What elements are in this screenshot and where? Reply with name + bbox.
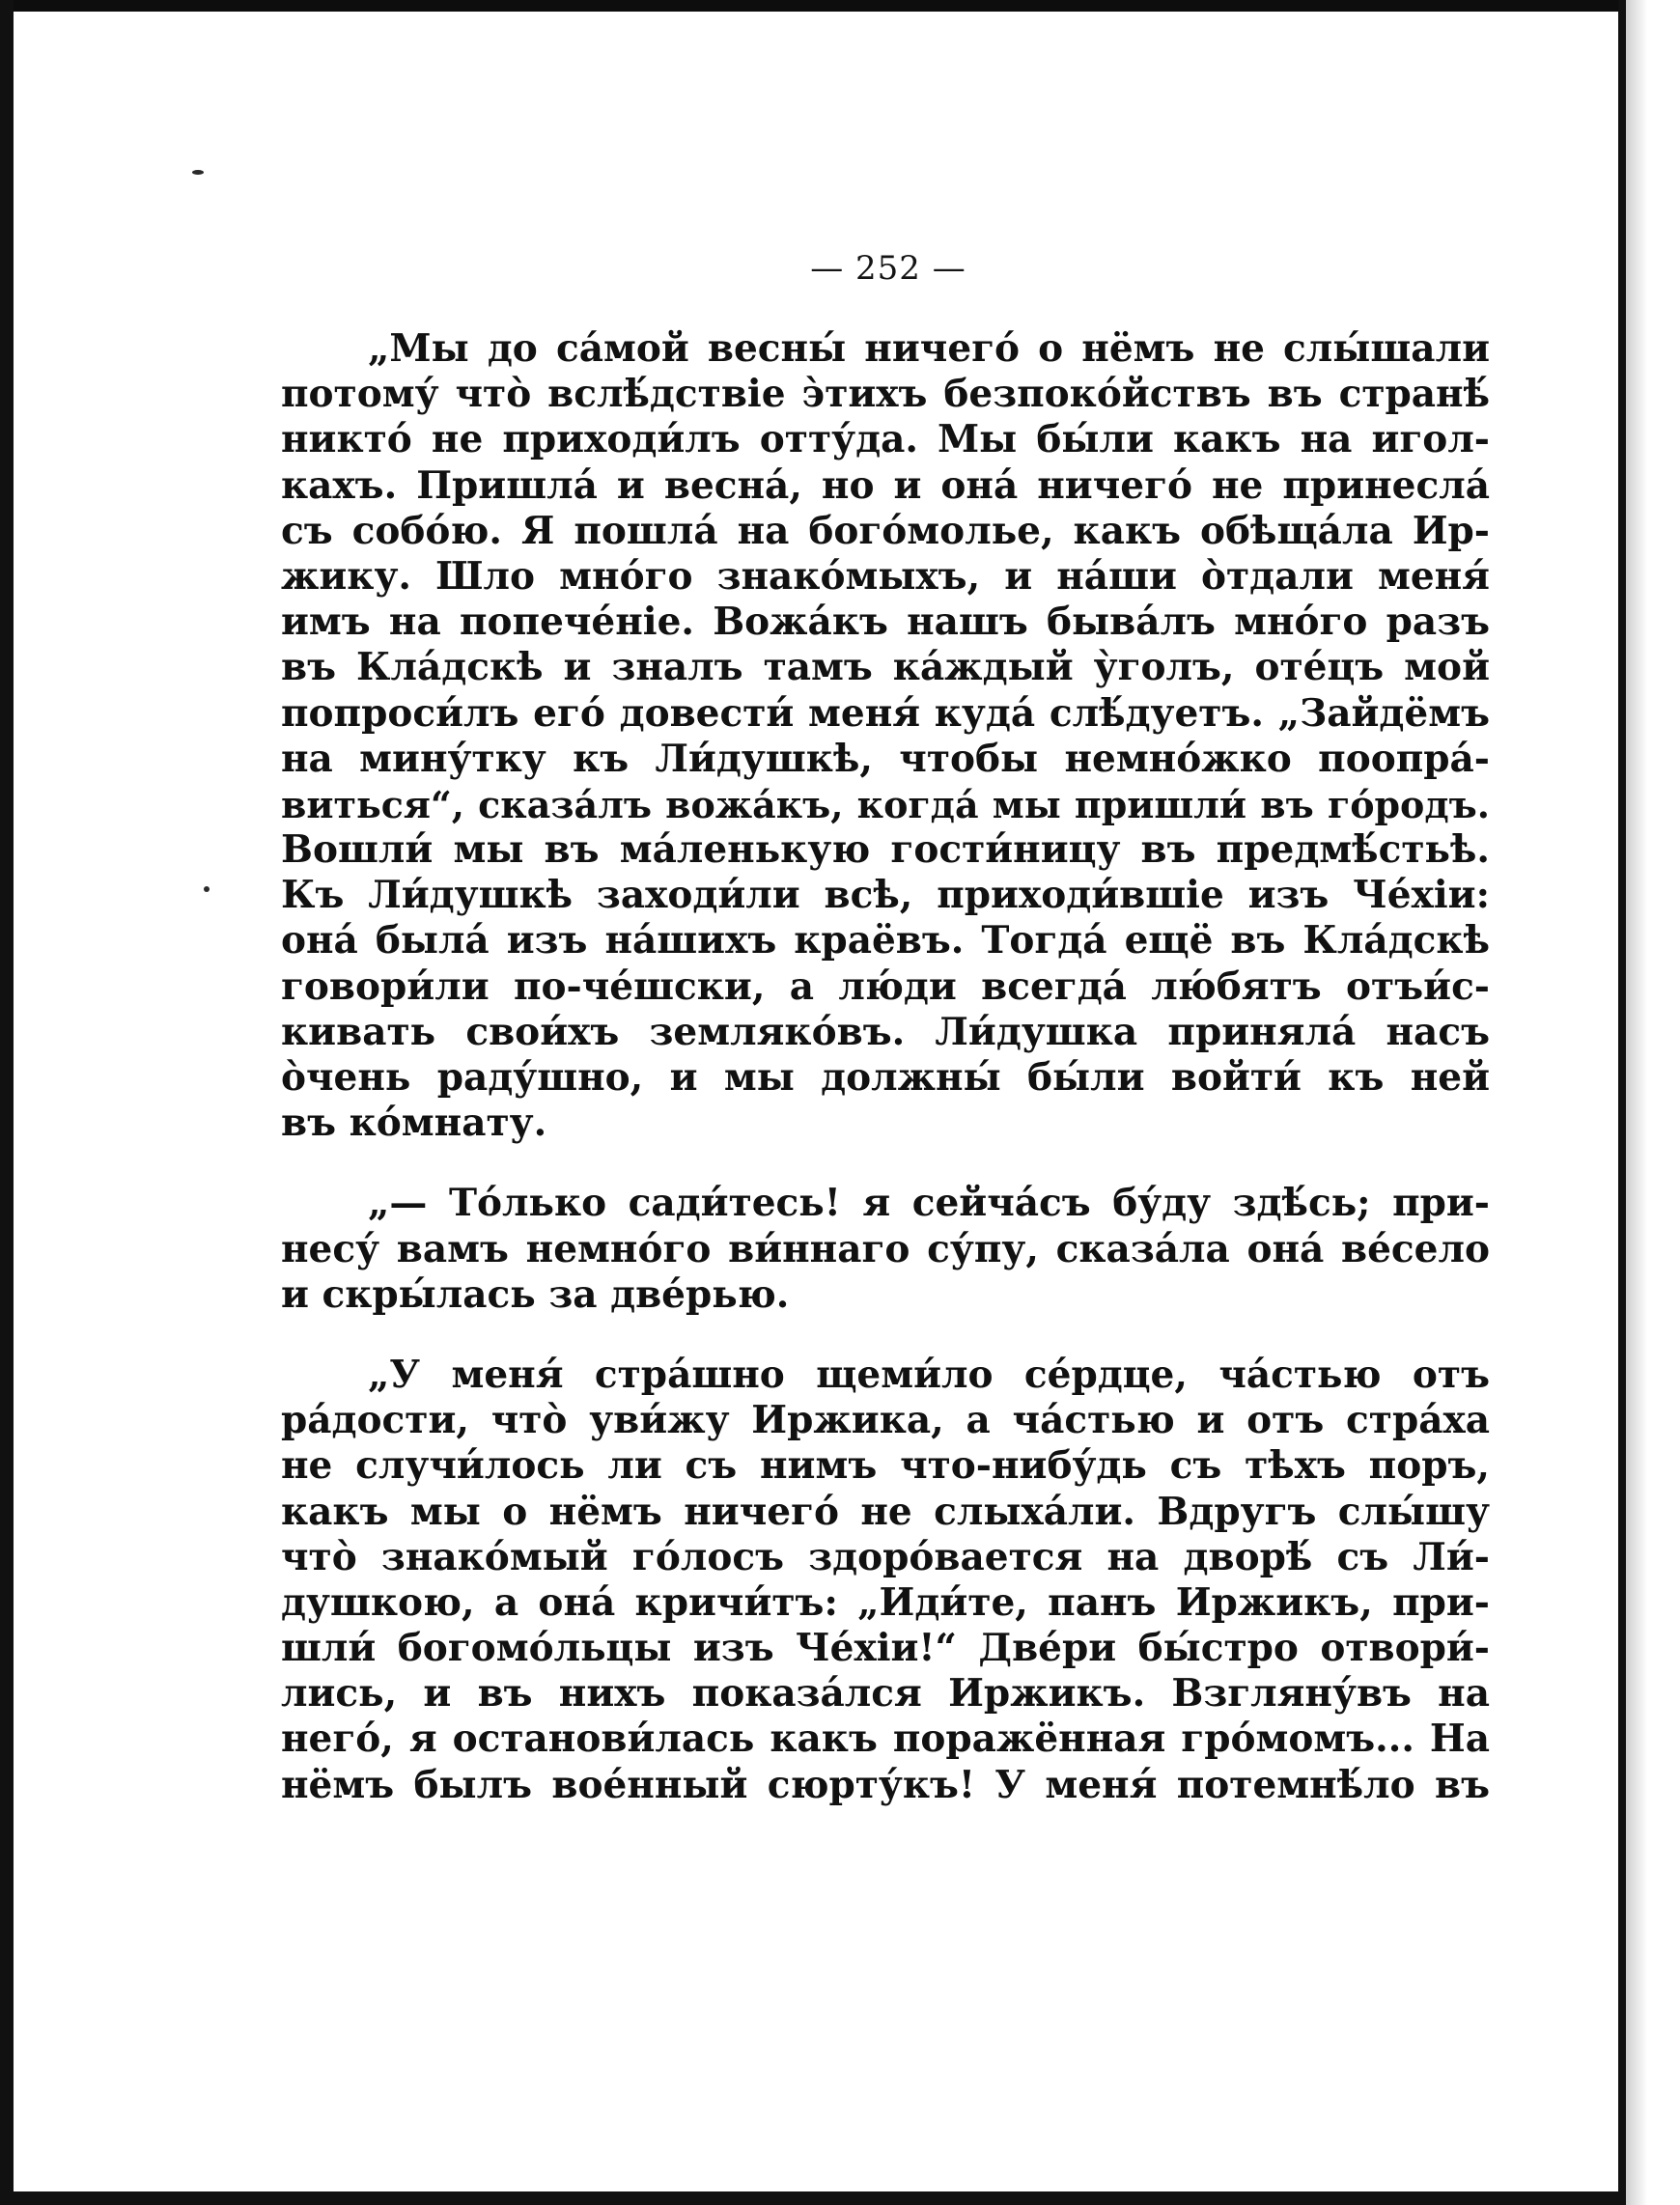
text-line: виться“, сказа́лъ вожа́къ, когда́ мы пришли́ въ го́родъ. xyxy=(281,782,1490,826)
text-line: кивать свои́хъ земляко́въ. Ли́душка приняла́ насъ xyxy=(281,1009,1490,1054)
text-line: о̀чень раду́шно, и мы должны́ бы́ли войти́ къ ней xyxy=(281,1055,1490,1100)
text-line: какъ мы о нёмъ ничего́ не слыха́ли. Вдругъ слы́шу xyxy=(281,1489,1490,1534)
text-line: въ ко́мнату. xyxy=(281,1101,547,1146)
text-line: нёмъ былъ вое́нный сюрту́къ! У меня́ потемнѣ́ло въ xyxy=(281,1762,1490,1807)
text-line: него́, я останови́лась какъ поражённая гро́момъ... На xyxy=(281,1717,1490,1762)
text-line: „У меня́ стра́шно щеми́ло се́рдце, ча́стью отъ xyxy=(368,1352,1490,1397)
text-line: на мину́тку къ Ли́душкѣ, чтобы немно́жко поопра́- xyxy=(281,736,1490,781)
scan-border-bottom xyxy=(0,2191,1680,2205)
page-gutter-shadow xyxy=(1626,0,1680,2205)
scan-border-top xyxy=(0,0,1680,12)
text-line: имъ на попече́ніе. Вожа́къ нашъ быва́лъ мно́го разъ xyxy=(281,600,1490,645)
text-line: жику. Шло мно́го знако́мыхъ, и на́ши о̀тдали меня́ xyxy=(281,553,1490,599)
page-number: — 252 — xyxy=(810,249,966,288)
text-line: потому́ что̀ вслѣ́дствіе э̀тихъ безпоко́йствъ въ странѣ́ xyxy=(281,372,1490,417)
text-line: Къ Ли́душкѣ заходи́ли всѣ, приходи́вшіе изъ Че́хіи: xyxy=(281,873,1490,918)
text-line: она́ была́ изъ на́шихъ краёвъ. Тогда́ ещё въ Кла́дскѣ xyxy=(281,918,1490,963)
text-line: не случи́лось ли съ нимъ что-нибу́дь съ тѣхъ поръ, xyxy=(281,1443,1490,1489)
paragraph-3 xyxy=(281,1353,1490,1808)
paragraph-spacing xyxy=(281,1318,1490,1353)
text-line: несу́ вамъ немно́го ви́ннаго су́пу, сказа́ла она́ ве́село xyxy=(281,1226,1490,1271)
text-line: съ собо́ю. Я пошла́ на бого́молье, какъ обѣща́ла Ир- xyxy=(281,508,1490,553)
text-line: въ Кла́дскѣ и зналъ тамъ ка́ждый у̀голъ, оте́цъ мой xyxy=(281,645,1490,690)
text-line: шли́ богомо́льцы изъ Че́хіи!“ Две́ри бы́стро отвори́- xyxy=(281,1626,1490,1671)
scan-border-left xyxy=(0,0,14,2205)
text-line: душкою, а она́ кричи́тъ: „Иди́те, панъ Иржикъ, при- xyxy=(281,1579,1490,1625)
text-line: никто́ не приходи́лъ отту́да. Мы бы́ли какъ на игол- xyxy=(281,417,1490,462)
text-line: ра́дости, что̀ уви́жу Иржика, а ча́стью и отъ стра́ха xyxy=(281,1398,1490,1443)
page-gutter-line xyxy=(1618,0,1626,2205)
text-line: и скры́лась за две́рью. xyxy=(281,1271,790,1317)
scan-speck xyxy=(204,886,210,892)
paragraph-spacing xyxy=(281,1146,1490,1181)
text-line: что̀ знако́мый го́лосъ здоро́вается на дворѣ́ съ Ли́- xyxy=(281,1534,1490,1579)
scan-speck xyxy=(192,170,204,175)
text-line: говори́ли по-че́шски, а лю́ди всегда́ лю́бятъ отъи́с- xyxy=(281,963,1490,1009)
text-line: Вошли́ мы въ ма́ленькую гости́ницу въ предмѣ́стьѣ. xyxy=(281,827,1490,873)
text-line: „— То́лько сади́тесь! я сейча́съ бу́ду здѣ́сь; при- xyxy=(368,1181,1490,1226)
paragraph-1 xyxy=(281,326,1490,1146)
text-line: лись, и въ нихъ показа́лся Иржикъ. Взгляну́въ на xyxy=(281,1671,1490,1717)
text-line: попроси́лъ его́ довести́ меня́ куда́ слѣ́дуетъ. „Зайдёмъ xyxy=(281,690,1490,736)
page-body-text xyxy=(281,326,1490,1808)
text-line: кахъ. Пришла́ и весна́, но и она́ ничего́ не принесла́ xyxy=(281,462,1490,508)
text-line: „Мы до са́мой весны́ ничего́ о нёмъ не слы́шали xyxy=(368,326,1490,371)
paragraph-2 xyxy=(281,1181,1490,1318)
